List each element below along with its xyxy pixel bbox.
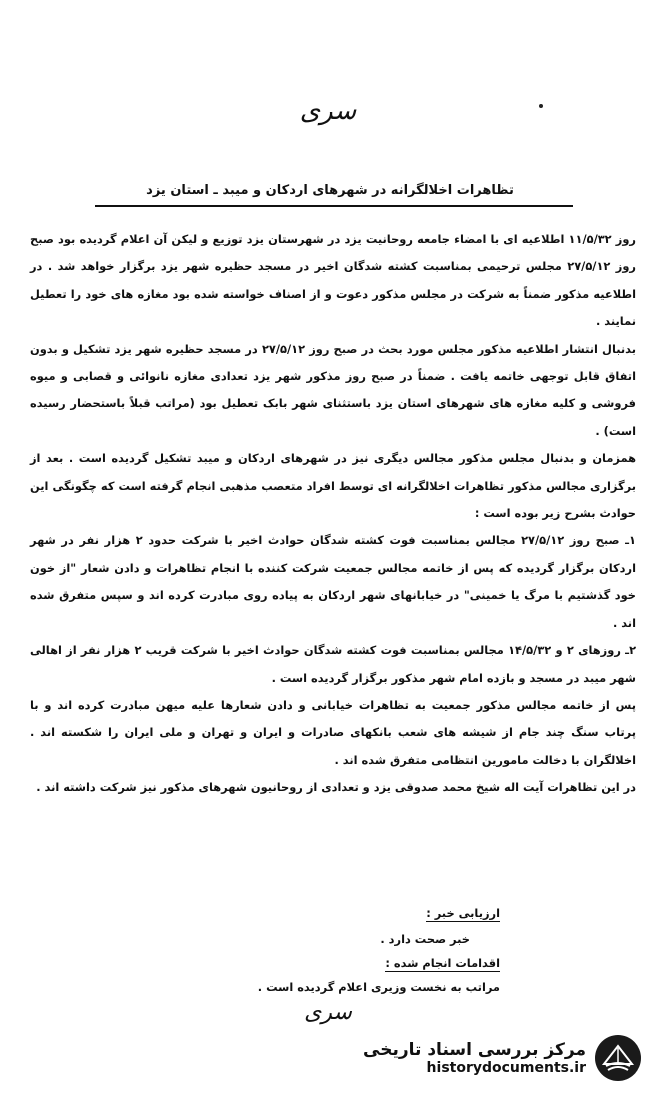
source-evaluation-heading: ارزیابی خبر : (426, 906, 500, 920)
header-classification-mark: سری (299, 96, 357, 126)
paragraph: پس از خاتمه مجالس مذکور جمعیت به تظاهرات خیابانی و دادن شعارها علیه میهن مبادرت کرده اند و با پرتاب سنگ چند جام از شیشه های شعب بانکهای صادرات و ایران و تهران و ملی ایران را شکسته اند . اخلالگران با دخالت مامورین انتظامی متفرق شده اند . (30, 697, 636, 767)
watermark-title: مرکز بررسی اسناد تاریخی (363, 1040, 586, 1060)
watermark-url: historydocuments.ir (426, 1060, 586, 1076)
paragraph: همزمان و بدنبال مجلس مذکور مجالس دیگری نیز در شهرهای اردکان و میبد تشکیل گردیده است . بعد از برگزاری مجالس مذکور تظاهرات اخلالگرانه ای توسط افراد متعصب مذهبی انجام گرفته است که چگونگی این حوادث بشرح زیر بوده است : (30, 451, 636, 521)
title-underline (95, 205, 573, 207)
paragraph: ۱ـ صبح روز ۲۷/۵/۱۲ مجالس بمناسبت فوت کشته شدگان حوادث اخیر با شرکت حدود ۲ هزار نفر در شهر اردکان برگزار گردیده که پس از خاتمه مجالس جمعیت شرکت کننده با انجام تظاهرات و دادن شعار "از خون خود گذشتیم با مرگ یا خمینی" در خیابانهای شهر اردکان به پیاده روی مبادرت کرده اند و سپس متفرق شده اند . (30, 533, 636, 630)
actions-taken-label (180, 956, 500, 970)
paragraph: در این تظاهرات آیت اله شیخ محمد صدوقی یزد و تعدادی از روحانیون شهرهای مذکور نیز شرکت داشته اند . (36, 780, 636, 795)
source-evaluation-label (180, 906, 500, 920)
footer-classification-mark: سری (304, 1000, 352, 1025)
archive-watermark (363, 1034, 642, 1082)
actions-taken-value: مراتب به نخست وزیری اعلام گردیده است . (257, 980, 500, 994)
source-evaluation-value: خبر صحت دارد . (380, 932, 470, 946)
book-logo-icon (594, 1034, 642, 1082)
ink-speck (539, 104, 543, 108)
watermark-text (363, 1040, 586, 1076)
document-body (30, 226, 636, 802)
paragraph: ۲ـ روزهای ۲ و ۱۴/۵/۳۲ مجالس بمناسبت فوت کشته شدگان حوادث اخیر با شرکت قریب ۲ هزار نفر از اهالی شهر میبد در مسجد و بازده امام شهر مذکور برگزار گردیده است . (30, 643, 637, 685)
document-title: تظاهرات اخلالگرانه در شهرهای اردکان و میبد ـ استان یزد (146, 183, 514, 198)
paragraph: بدنبال انتشار اطلاعیه مذکور مجلس مورد بحث در صبح روز ۲۷/۵/۱۲ در مسجد حظیره شهر یزد تشکیل و بدون اتفاق قابل توجهی خاتمه یافت . ضمناً در صبح روز مذکور شهر یزد تعدادی مغازه نانوائی و قصابی و میوه فروشی و کلیه مغازه های شهرهای استان یزد باستثنای شهر بابک تعطیل بود (مراتب قبلاً باستحضار رسیده است) . (30, 341, 636, 438)
paragraph: روز ۱۱/۵/۳۲ اطلاعیه ای با امضاء جامعه روحانیت یزد در شهرستان یزد توزیع و لیکن آن اعلام گردیده بود صبح روز ۲۷/۵/۱۲ مجلس ترحیمی بمناسبت کشته شدگان اخیر در مسجد حظیره شهر یزد برگزار خواهد شد . در اطلاعیه مذکور ضمناً به شرکت در مجلس مذکور دعوت و از اصناف خواسته شده بود مغازه های خود را تعطیل نمایند . (30, 232, 636, 329)
actions-taken-heading: اقدامات انجام شده : (385, 956, 500, 970)
